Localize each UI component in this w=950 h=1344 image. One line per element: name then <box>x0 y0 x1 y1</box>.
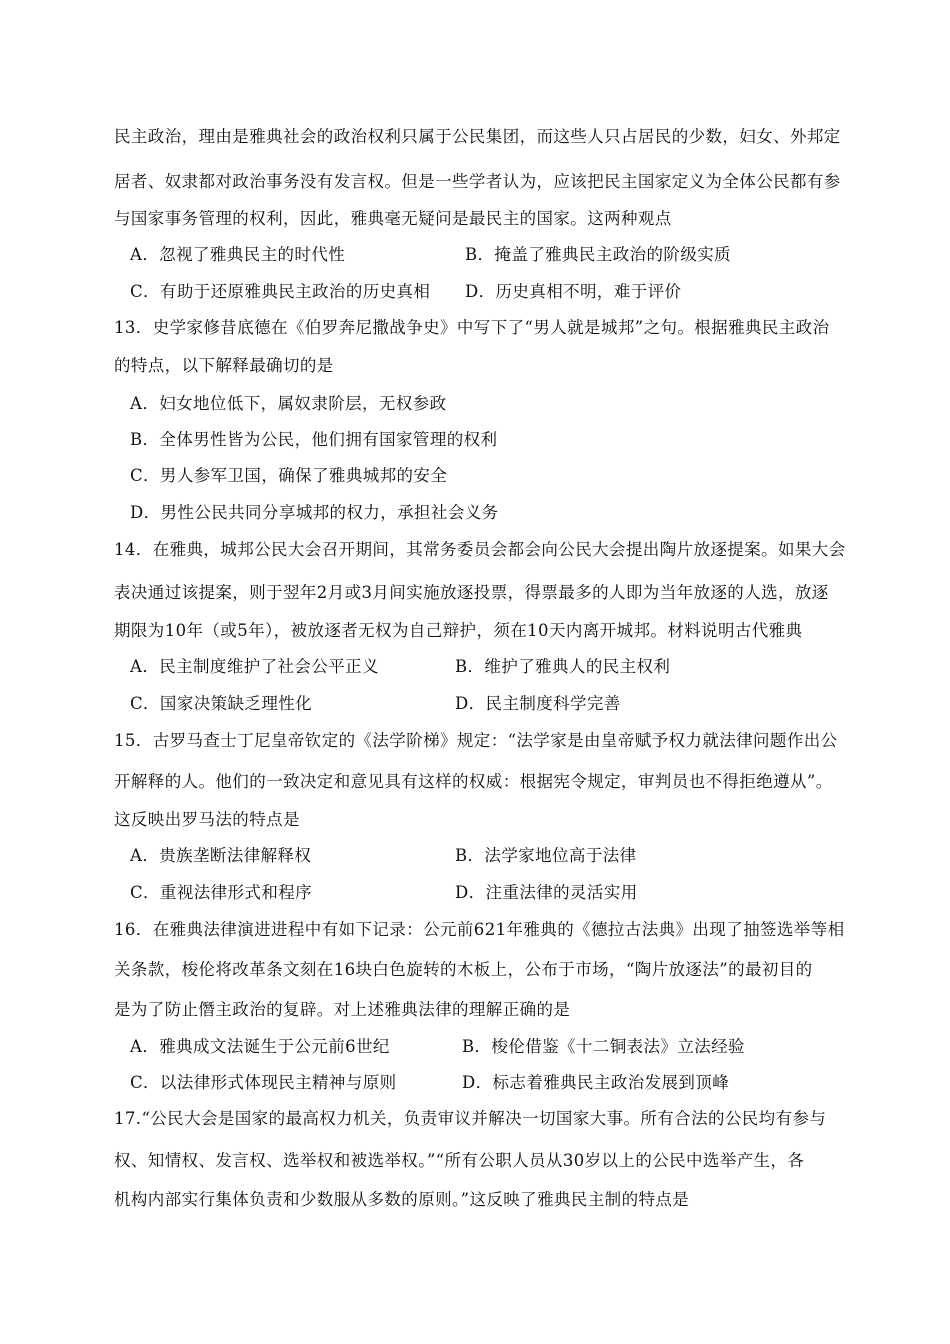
q12-text-line-1: 民主政治，理由是雅典社会的政治权利只属于公民集团，而这些人只占居民的少数，妇女、外邦定 <box>114 127 841 146</box>
q12-text-line-3: 与国家事务管理的权利，因此，雅典毫无疑问是最民主的国家。这两种观点 <box>114 209 672 228</box>
q16-option-c: C．以法律形式体现民主精神与原则 <box>130 1073 397 1092</box>
q15-option-a: A．贵族垄断法律解释权 <box>130 846 312 865</box>
q17-text-line-2: 权、知情权、发言权、选举权和被选举权。”“所有公职人员从30岁以上的公民中选举产生，各 <box>114 1151 805 1170</box>
q14-option-d: D．民主制度科学完善 <box>455 694 621 713</box>
q14-option-b: B．维护了雅典人的民主权利 <box>455 657 671 676</box>
q15-option-b: B．法学家地位高于法律 <box>455 846 637 865</box>
q13-option-a: A．妇女地位低下，属奴隶阶层，无权参政 <box>130 394 447 413</box>
q15-option-c: C．重视法律形式和程序 <box>130 883 313 902</box>
q16-text-line-2: 关条款，梭伦将改革条文刻在16块白色旋转的木板上，公布于市场，“陶片放逐法”的最初目的 <box>114 960 813 979</box>
q16-text-line-3: 是为了防止僭主政治的复辟。对上述雅典法律的理解正确的是 <box>114 1000 571 1019</box>
q14-option-c: C．国家决策缺乏理性化 <box>130 694 313 713</box>
q14-text-line-2: 表决通过该提案，则于翌年2月或3月间实施放逐投票，得票最多的人即为当年放逐的人选，放逐 <box>114 583 829 602</box>
q14-option-a: A．民主制度维护了社会公平正义 <box>130 657 379 676</box>
q15-text-line-3: 这反映出罗马法的特点是 <box>114 810 300 829</box>
q13-option-d: D．男性公民共同分享城邦的权力，承担社会义务 <box>130 503 499 522</box>
q17-text-line-3: 机构内部实行集体负责和少数服从多数的原则。”这反映了雅典民主制的特点是 <box>114 1190 690 1209</box>
q12-option-b: B．掩盖了雅典民主政治的阶级实质 <box>465 245 732 264</box>
q12-text-line-2: 居者、奴隶都对政治事务没有发言权。但是一些学者认为，应该把民主国家定义为全体公民都有参 <box>114 172 841 191</box>
q15-text-line-2: 开解释的人。他们的一致决定和意见具有这样的权威：根据宪令规定，审判员也不得拒绝遵从”。 <box>114 772 833 791</box>
q17-text-line-1: 17.“公民大会是国家的最高权力机关，负责审议并解决一切国家大事。所有合法的公民均有参与 <box>114 1109 827 1128</box>
q12-option-d: D．历史真相不明，难于评价 <box>465 282 682 301</box>
q12-option-a: A．忽视了雅典民主的时代性 <box>130 245 346 264</box>
q16-option-d: D．标志着雅典民主政治发展到顶峰 <box>462 1073 730 1092</box>
q13-text-line-1: 13．史学家修昔底德在《伯罗奔尼撒战争史》中写下了“男人就是城邦”之句。根据雅典民主政治 <box>114 318 830 337</box>
q14-text-line-3: 期限为10年（或5年），被放逐者无权为自己辩护，须在10天内离开城邦。材料说明古代雅典 <box>114 621 803 640</box>
q14-text-line-1: 14．在雅典，城邦公民大会召开期间，其常务委员会都会向公民大会提出陶片放逐提案。如果大会 <box>114 540 846 559</box>
q13-text-line-2: 的特点，以下解释最确切的是 <box>114 356 334 375</box>
q16-option-b: B．梭伦借鉴《十二铜表法》立法经验 <box>462 1037 745 1056</box>
q16-text-line-1: 16．在雅典法律演进进程中有如下记录：公元前621年雅典的《德拉古法典》出现了抽签选举等相 <box>114 920 845 939</box>
q15-option-d: D．注重法律的灵活实用 <box>455 883 638 902</box>
q13-option-b: B．全体男性皆为公民，他们拥有国家管理的权利 <box>130 430 498 449</box>
q16-option-a: A．雅典成文法诞生于公元前6世纪 <box>130 1037 390 1056</box>
q13-option-c: C．男人参军卫国，确保了雅典城邦的安全 <box>130 466 448 485</box>
q15-text-line-1: 15．古罗马查士丁尼皇帝钦定的《法学阶梯》规定：“法学家是由皇帝赋予权力就法律问题作出公 <box>114 731 838 750</box>
q12-option-c: C．有助于还原雅典民主政治的历史真相 <box>130 282 431 301</box>
